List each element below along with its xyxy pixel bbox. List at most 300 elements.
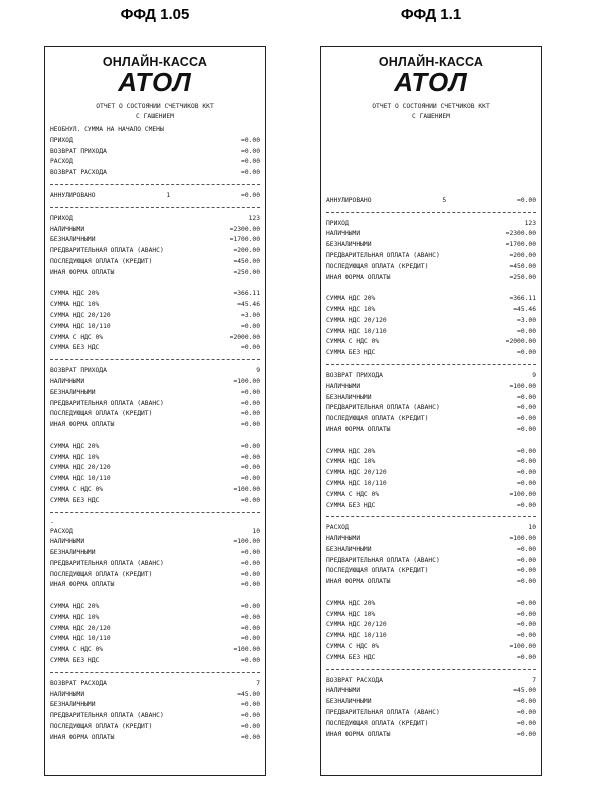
row-label: СУММА С НДС 0% bbox=[326, 490, 380, 498]
dashed-separator bbox=[50, 359, 260, 360]
payment-row bbox=[50, 722, 260, 733]
row-value: =100.00 bbox=[509, 382, 536, 390]
row-label: НАЛИЧНЫМИ bbox=[50, 538, 85, 546]
tax-row bbox=[326, 348, 536, 359]
payment-row bbox=[50, 690, 260, 701]
row-value: =0.00 bbox=[241, 453, 260, 461]
tax-row bbox=[326, 610, 536, 621]
column-title-ffd-11: ФФД 1.1 bbox=[400, 6, 462, 23]
annulled-row bbox=[326, 196, 536, 207]
opening-row bbox=[50, 168, 260, 179]
opening-row bbox=[50, 125, 260, 136]
row-value: =0.00 bbox=[517, 469, 536, 477]
tax-row bbox=[326, 501, 536, 512]
row-label: СУММА НДС 20% bbox=[50, 603, 100, 611]
row-value: =0.00 bbox=[241, 136, 260, 144]
row-label: ПОСЛЕДУЮЩАЯ ОПЛАТА (КРЕДИТ) bbox=[50, 570, 153, 578]
row-label: СУММА НДС 20/120 bbox=[50, 311, 111, 319]
payment-row bbox=[50, 388, 260, 399]
row-label: СУММА БЕЗ НДС bbox=[50, 657, 100, 665]
row-label: СУММА НДС 10/110 bbox=[50, 635, 111, 643]
row-label: ИНАЯ ФОРМА ОПЛАТЫ bbox=[50, 733, 115, 741]
tax-row bbox=[50, 474, 260, 485]
payment-row bbox=[50, 559, 260, 570]
row-label: СУММА БЕЗ НДС bbox=[326, 349, 376, 357]
row-label: СУММА НДС 10/110 bbox=[326, 479, 387, 487]
row-label: ПРЕДВАРИТЕЛЬНАЯ ОПЛАТА (АВАНС) bbox=[326, 556, 440, 564]
tax-row bbox=[50, 300, 260, 311]
row-value: =45.00 bbox=[237, 690, 260, 698]
row-value: =250.00 bbox=[233, 268, 260, 276]
tax-row bbox=[326, 479, 536, 490]
dashed-separator bbox=[50, 207, 260, 208]
dashed-separator bbox=[50, 672, 260, 673]
tax-row bbox=[326, 337, 536, 348]
tax-row bbox=[50, 289, 260, 300]
row-value: =0.00 bbox=[241, 191, 260, 199]
dashed-separator bbox=[50, 184, 260, 185]
stray-dash: - bbox=[50, 518, 54, 526]
blank-line bbox=[326, 157, 536, 168]
row-value: =0.00 bbox=[241, 559, 260, 567]
tax-row bbox=[50, 496, 260, 507]
row-label: СУММА С НДС 0% bbox=[326, 338, 380, 346]
tax-row bbox=[326, 305, 536, 316]
row-value: =0.00 bbox=[517, 730, 536, 738]
dashed-separator bbox=[326, 669, 536, 670]
payment-row bbox=[326, 534, 536, 545]
row-value: =0.00 bbox=[517, 404, 536, 412]
row-label: БЕЗНАЛИЧНЫМИ bbox=[326, 241, 372, 249]
row-value: =2300.00 bbox=[229, 225, 260, 233]
row-label: ПОСЛЕДУЮЩАЯ ОПЛАТА (КРЕДИТ) bbox=[50, 257, 153, 265]
row-value: =100.00 bbox=[509, 535, 536, 543]
receipt-ffd-11 bbox=[320, 46, 542, 776]
row-label: РАСХОД bbox=[50, 158, 73, 166]
row-label: НАЛИЧНЫМИ bbox=[50, 377, 85, 385]
section-header bbox=[326, 371, 536, 382]
row-label: ПРЕДВАРИТЕЛЬНАЯ ОПЛАТА (АВАНС) bbox=[326, 251, 440, 259]
payment-row bbox=[50, 377, 260, 388]
blank-line bbox=[326, 147, 536, 158]
row-label: НАЛИЧНЫМИ bbox=[326, 535, 361, 543]
blank-line bbox=[326, 168, 536, 179]
blank-line bbox=[326, 588, 536, 599]
payment-row bbox=[326, 545, 536, 556]
row-value: =0.00 bbox=[241, 603, 260, 611]
section-header bbox=[50, 527, 260, 538]
tax-row bbox=[326, 316, 536, 327]
row-value: =0.00 bbox=[241, 613, 260, 621]
tax-row bbox=[50, 442, 260, 453]
row-label: СУММА НДС 10% bbox=[326, 305, 376, 313]
row-value: =100.00 bbox=[233, 377, 260, 385]
row-value: =2000.00 bbox=[229, 333, 260, 341]
row-label: ИНАЯ ФОРМА ОПЛАТЫ bbox=[326, 425, 391, 433]
row-label: ВОЗВРАТ РАСХОДА bbox=[50, 169, 107, 177]
row-value: =0.00 bbox=[517, 621, 536, 629]
row-value: =0.00 bbox=[241, 549, 260, 557]
opening-row bbox=[50, 157, 260, 168]
row-label: СУММА НДС 20/120 bbox=[326, 316, 387, 324]
row-label: СУММА НДС 20/120 bbox=[326, 621, 387, 629]
row-label: СУММА НДС 10/110 bbox=[326, 327, 387, 335]
row-value: =0.00 bbox=[517, 458, 536, 466]
row-label: СУММА НДС 10% bbox=[50, 453, 100, 461]
report-title: ОТЧЕТ О СОСТОЯНИИ СЧЕТЧИКОВ ККТ bbox=[372, 103, 490, 110]
row-value: =0.00 bbox=[241, 712, 260, 720]
row-value: =100.00 bbox=[509, 490, 536, 498]
row-value: =45.46 bbox=[237, 301, 260, 309]
payment-row bbox=[326, 414, 536, 425]
row-value: 10 bbox=[252, 527, 260, 535]
row-value: =0.00 bbox=[241, 421, 260, 429]
row-value: =0.00 bbox=[241, 624, 260, 632]
blank-line bbox=[50, 591, 260, 602]
tax-row bbox=[50, 634, 260, 645]
row-label: БЕЗНАЛИЧНЫМИ bbox=[50, 701, 96, 709]
row-label: ПРИХОД bbox=[50, 214, 73, 222]
row-value: =0.00 bbox=[241, 570, 260, 578]
payment-row bbox=[326, 730, 536, 741]
row-value: =0.00 bbox=[241, 322, 260, 330]
row-value: =0.00 bbox=[517, 393, 536, 401]
brand-title: ОНЛАЙН-КАССА bbox=[378, 55, 484, 69]
row-value: =0.00 bbox=[517, 501, 536, 509]
section-header bbox=[50, 366, 260, 377]
payment-row bbox=[50, 700, 260, 711]
tax-row bbox=[50, 656, 260, 667]
row-label: ПОСЛЕДУЮЩАЯ ОПЛАТА (КРЕДИТ) bbox=[326, 262, 429, 270]
row-value: =200.00 bbox=[233, 247, 260, 255]
row-label: СУММА НДС 10% bbox=[50, 301, 100, 309]
payment-row bbox=[326, 393, 536, 404]
row-label: СУММА НДС 10% bbox=[326, 610, 376, 618]
tax-row bbox=[50, 322, 260, 333]
section-header bbox=[326, 523, 536, 534]
row-value: =2000.00 bbox=[505, 338, 536, 346]
row-label: ПРЕДВАРИТЕЛЬНАЯ ОПЛАТА (АВАНС) bbox=[50, 712, 164, 720]
row-label: БЕЗНАЛИЧНЫМИ bbox=[326, 545, 372, 553]
tax-row bbox=[50, 645, 260, 656]
payment-row bbox=[326, 273, 536, 284]
row-label: ВОЗВРАТ РАСХОДА bbox=[326, 676, 383, 684]
row-value: 9 bbox=[256, 367, 260, 375]
payment-row bbox=[50, 548, 260, 559]
tax-row bbox=[326, 599, 536, 610]
row-value: =100.00 bbox=[233, 538, 260, 546]
row-label: ПОСЛЕДУЮЩАЯ ОПЛАТА (КРЕДИТ) bbox=[50, 410, 153, 418]
row-label: СУММА НДС 20/120 bbox=[326, 469, 387, 477]
row-label: НАЛИЧНЫМИ bbox=[50, 690, 85, 698]
row-value: =0.00 bbox=[241, 723, 260, 731]
row-value: =3.00 bbox=[517, 316, 536, 324]
row-label: НЕОБНУЛ. СУММА НА НАЧАЛО СМЕНЫ bbox=[50, 126, 164, 133]
row-label: ПРЕДВАРИТЕЛЬНАЯ ОПЛАТА (АВАНС) bbox=[326, 709, 440, 717]
row-label: ПРЕДВАРИТЕЛЬНАЯ ОПЛАТА (АВАНС) bbox=[50, 247, 164, 255]
payment-row bbox=[50, 420, 260, 431]
brand-title: ОНЛАЙН-КАССА bbox=[102, 55, 208, 69]
dashed-separator bbox=[326, 212, 536, 213]
blank-line bbox=[326, 436, 536, 447]
row-value: 9 bbox=[532, 371, 536, 379]
row-value: =0.00 bbox=[517, 556, 536, 564]
row-label: БЕЗНАЛИЧНЫМИ bbox=[50, 236, 96, 244]
row-label: СУММА БЕЗ НДС bbox=[326, 501, 376, 509]
row-label: СУММА НДС 20/120 bbox=[50, 464, 111, 472]
row-label: ПОСЛЕДУЮЩАЯ ОПЛАТА (КРЕДИТ) bbox=[326, 567, 429, 575]
row-value: =0.00 bbox=[517, 425, 536, 433]
atol-logo: АТОЛ bbox=[118, 67, 192, 97]
payment-row bbox=[326, 719, 536, 730]
row-value: =45.46 bbox=[513, 305, 536, 313]
receipt-ffd-105 bbox=[44, 46, 266, 776]
tax-row bbox=[326, 490, 536, 501]
row-label: ВОЗВРАТ РАСХОДА bbox=[50, 679, 107, 687]
dashed-separator bbox=[326, 364, 536, 365]
row-value: =0.00 bbox=[241, 475, 260, 483]
row-value: =0.00 bbox=[517, 719, 536, 727]
payment-row bbox=[326, 251, 536, 262]
payment-row bbox=[50, 733, 260, 744]
row-label: РАСХОД bbox=[326, 524, 349, 532]
row-value: =450.00 bbox=[509, 262, 536, 270]
tax-row bbox=[50, 463, 260, 474]
tax-row bbox=[50, 613, 260, 624]
row-value: =0.00 bbox=[517, 610, 536, 618]
row-label: СУММА БЕЗ НДС bbox=[326, 653, 376, 661]
row-label: ИНАЯ ФОРМА ОПЛАТЫ bbox=[50, 421, 115, 429]
row-value: =0.00 bbox=[241, 496, 260, 504]
dashed-separator bbox=[326, 516, 536, 517]
row-label: СУММА НДС 20% bbox=[326, 447, 376, 455]
payment-row bbox=[326, 382, 536, 393]
row-label: ИНАЯ ФОРМА ОПЛАТЫ bbox=[326, 578, 391, 586]
tax-row bbox=[50, 311, 260, 322]
payment-row bbox=[326, 697, 536, 708]
row-value: =0.00 bbox=[517, 479, 536, 487]
row-value: =0.00 bbox=[241, 169, 260, 177]
tax-row bbox=[326, 327, 536, 338]
report-subtitle: С ГАШЕНИЕМ bbox=[136, 113, 174, 120]
row-value: 10 bbox=[528, 524, 536, 532]
row-label: СУММА С НДС 0% bbox=[50, 333, 104, 341]
row-label: СУММА С НДС 0% bbox=[50, 485, 104, 493]
tax-row bbox=[326, 653, 536, 664]
payment-row bbox=[326, 229, 536, 240]
row-value: =0.00 bbox=[241, 701, 260, 709]
row-label: БЕЗНАЛИЧНЫМИ bbox=[326, 393, 372, 401]
tax-row bbox=[326, 642, 536, 653]
row-label: СУММА НДС 20/120 bbox=[50, 624, 111, 632]
blank-line bbox=[50, 279, 260, 290]
row-value: =0.00 bbox=[241, 464, 260, 472]
row-count: 1 bbox=[166, 191, 171, 199]
row-label: ПОСЛЕДУЮЩАЯ ОПЛАТА (КРЕДИТ) bbox=[326, 415, 429, 423]
dashed-separator bbox=[50, 512, 260, 513]
blank-line bbox=[326, 283, 536, 294]
row-value: =0.00 bbox=[241, 399, 260, 407]
row-label: ПРЕДВАРИТЕЛЬНАЯ ОПЛАТА (АВАНС) bbox=[50, 399, 164, 407]
row-label: ПРИХОД bbox=[50, 136, 73, 144]
tax-row bbox=[50, 453, 260, 464]
row-label: БЕЗНАЛИЧНЫМИ bbox=[326, 698, 372, 706]
row-value: =0.00 bbox=[241, 410, 260, 418]
row-label: ИНАЯ ФОРМА ОПЛАТЫ bbox=[50, 268, 115, 276]
tax-row bbox=[50, 602, 260, 613]
row-label: СУММА НДС 20% bbox=[50, 290, 100, 298]
row-value: =100.00 bbox=[233, 485, 260, 493]
row-value: =0.00 bbox=[241, 657, 260, 665]
payment-row bbox=[50, 399, 260, 410]
blank-line bbox=[326, 179, 536, 190]
row-value: =0.00 bbox=[241, 581, 260, 589]
tax-row bbox=[326, 447, 536, 458]
row-count: 5 bbox=[442, 196, 447, 204]
payment-row bbox=[326, 240, 536, 251]
blank-line bbox=[326, 125, 536, 136]
row-label: ВОЗВРАТ ПРИХОДА bbox=[326, 371, 383, 379]
row-value: =0.00 bbox=[241, 442, 260, 450]
row-label: АННУЛИРОВАНО bbox=[326, 196, 372, 204]
row-value: =0.00 bbox=[517, 599, 536, 607]
row-value: =0.00 bbox=[517, 698, 536, 706]
row-value: =0.00 bbox=[517, 632, 536, 640]
tax-row bbox=[326, 620, 536, 631]
row-label: ИНАЯ ФОРМА ОПЛАТЫ bbox=[50, 581, 115, 589]
row-label: АННУЛИРОВАНО bbox=[50, 191, 96, 199]
row-value: =100.00 bbox=[233, 646, 260, 654]
row-value: =3.00 bbox=[241, 311, 260, 319]
payment-row bbox=[326, 566, 536, 577]
tax-row bbox=[326, 294, 536, 305]
blank-line bbox=[326, 136, 536, 147]
row-label: СУММА С НДС 0% bbox=[326, 643, 380, 651]
opening-row bbox=[50, 136, 260, 147]
row-value: =0.00 bbox=[241, 733, 260, 741]
row-label: ИНАЯ ФОРМА ОПЛАТЫ bbox=[326, 273, 391, 281]
opening-row bbox=[50, 147, 260, 158]
row-label: ПРЕДВАРИТЕЛЬНАЯ ОПЛАТА (АВАНС) bbox=[50, 559, 164, 567]
payment-row bbox=[50, 570, 260, 581]
row-label: СУММА С НДС 0% bbox=[50, 646, 104, 654]
row-value: 7 bbox=[532, 676, 536, 684]
payment-row bbox=[326, 556, 536, 567]
payment-row bbox=[50, 580, 260, 591]
tax-row bbox=[326, 631, 536, 642]
row-value: =0.00 bbox=[517, 415, 536, 423]
payment-row bbox=[50, 257, 260, 268]
row-label: НАЛИЧНЫМИ bbox=[50, 225, 85, 233]
payment-row bbox=[50, 268, 260, 279]
section-header bbox=[326, 676, 536, 687]
row-label: НАЛИЧНЫМИ bbox=[326, 687, 361, 695]
payment-row bbox=[326, 686, 536, 697]
row-value: =0.00 bbox=[241, 147, 260, 155]
row-label: СУММА НДС 10/110 bbox=[50, 322, 111, 330]
annulled-row bbox=[50, 191, 260, 202]
row-value: =0.00 bbox=[517, 567, 536, 575]
tax-row bbox=[326, 457, 536, 468]
payment-row bbox=[50, 246, 260, 257]
row-value: =0.00 bbox=[241, 388, 260, 396]
row-value: =0.00 bbox=[517, 327, 536, 335]
row-value: 123 bbox=[248, 214, 260, 222]
row-label: ВОЗВРАТ ПРИХОДА bbox=[50, 147, 107, 155]
tax-row bbox=[50, 333, 260, 344]
report-subtitle: С ГАШЕНИЕМ bbox=[412, 113, 450, 120]
row-value: =0.00 bbox=[517, 578, 536, 586]
payment-row bbox=[326, 403, 536, 414]
row-label: СУММА НДС 10/110 bbox=[50, 475, 111, 483]
row-value: =2300.00 bbox=[505, 230, 536, 238]
row-value: =250.00 bbox=[509, 273, 536, 281]
tax-row bbox=[326, 468, 536, 479]
payment-row bbox=[50, 537, 260, 548]
row-label: СУММА НДС 10% bbox=[326, 458, 376, 466]
row-value: =0.00 bbox=[517, 709, 536, 717]
payment-row bbox=[326, 425, 536, 436]
row-label: СУММА НДС 20% bbox=[326, 599, 376, 607]
row-label: СУММА БЕЗ НДС bbox=[50, 496, 100, 504]
column-title-ffd-105: ФФД 1.05 bbox=[120, 6, 190, 23]
row-label: СУММА НДС 20% bbox=[50, 442, 100, 450]
section-header bbox=[50, 214, 260, 225]
atol-logo: АТОЛ bbox=[394, 67, 468, 97]
payment-row bbox=[50, 711, 260, 722]
row-label: СУММА НДС 10% bbox=[50, 613, 100, 621]
row-value: =0.00 bbox=[241, 635, 260, 643]
row-value: =0.00 bbox=[517, 653, 536, 661]
row-value: =0.00 bbox=[517, 447, 536, 455]
row-label: БЕЗНАЛИЧНЫМИ bbox=[50, 388, 96, 396]
report-title: ОТЧЕТ О СОСТОЯНИИ СЧЕТЧИКОВ ККТ bbox=[96, 103, 214, 110]
tax-row bbox=[50, 343, 260, 354]
row-label: ПОСЛЕДУЮЩАЯ ОПЛАТА (КРЕДИТ) bbox=[326, 719, 429, 727]
payment-row bbox=[326, 708, 536, 719]
row-value: =1700.00 bbox=[229, 236, 260, 244]
row-value: =450.00 bbox=[233, 257, 260, 265]
row-value: =45.00 bbox=[513, 687, 536, 695]
payment-row bbox=[50, 225, 260, 236]
row-value: =0.00 bbox=[517, 545, 536, 553]
payment-row bbox=[326, 577, 536, 588]
section-header bbox=[326, 219, 536, 230]
row-value: =0.00 bbox=[517, 349, 536, 357]
row-label: ПРЕДВАРИТЕЛЬНАЯ ОПЛАТА (АВАНС) bbox=[326, 404, 440, 412]
row-value: =0.00 bbox=[241, 158, 260, 166]
tax-row bbox=[50, 624, 260, 635]
row-value: =100.00 bbox=[509, 643, 536, 651]
payment-row bbox=[50, 235, 260, 246]
row-label: СУММА НДС 10/110 bbox=[326, 632, 387, 640]
row-label: НАЛИЧНЫМИ bbox=[326, 230, 361, 238]
tax-row bbox=[50, 485, 260, 496]
row-label: СУММА БЕЗ НДС bbox=[50, 344, 100, 352]
row-label: СУММА НДС 20% bbox=[326, 295, 376, 303]
row-value: =366.11 bbox=[509, 295, 536, 303]
row-label: ПОСЛЕДУЮЩАЯ ОПЛАТА (КРЕДИТ) bbox=[50, 723, 153, 731]
row-value: =1700.00 bbox=[505, 241, 536, 249]
blank-line bbox=[50, 431, 260, 442]
payment-row bbox=[50, 409, 260, 420]
row-value: =366.11 bbox=[233, 290, 260, 298]
row-label: ВОЗВРАТ ПРИХОДА bbox=[50, 367, 107, 375]
payment-row bbox=[326, 262, 536, 273]
row-label: ИНАЯ ФОРМА ОПЛАТЫ bbox=[326, 730, 391, 738]
row-label: РАСХОД bbox=[50, 527, 73, 535]
row-value: 7 bbox=[256, 679, 260, 687]
